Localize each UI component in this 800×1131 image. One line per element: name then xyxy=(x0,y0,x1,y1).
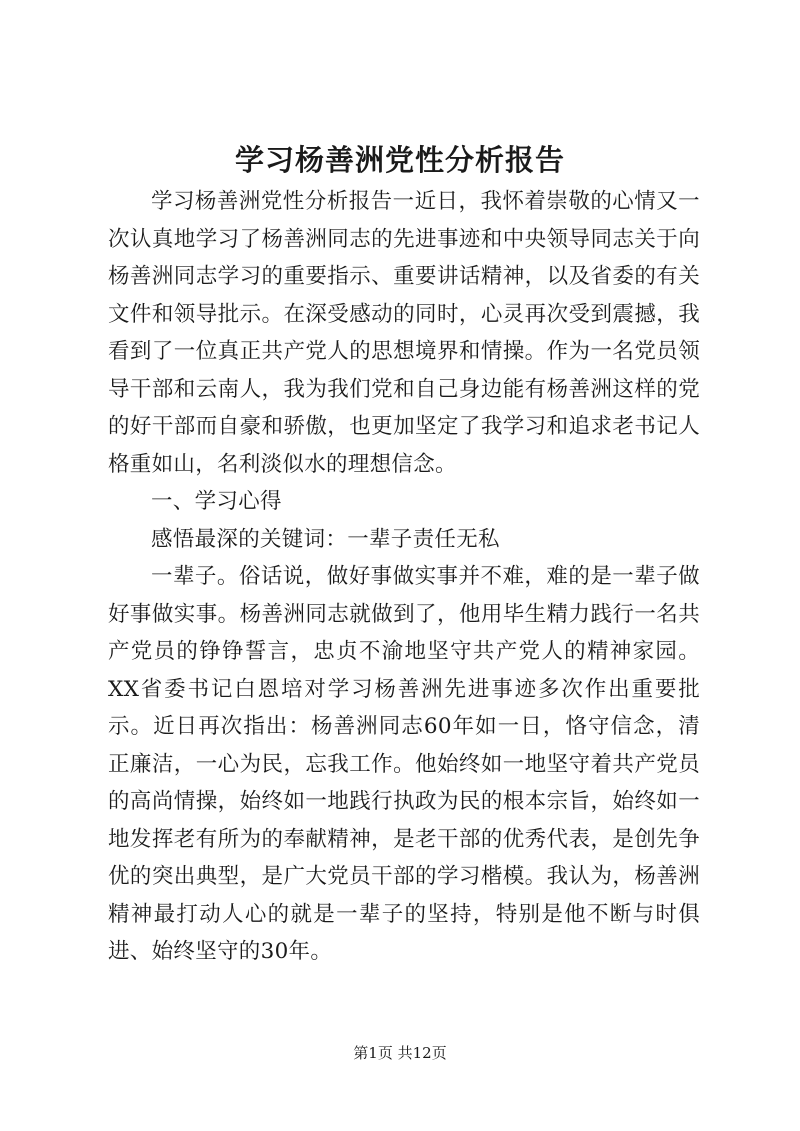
section-heading: 一、学习心得 xyxy=(151,489,282,514)
paragraph-lifetime: 一辈子。俗话说，做好事做实事并不难，难的是一辈子做好事做实事。杨善洲同志就做到了，他用毕生精力践行一名共产党员的铮铮誓言，忠贞不渝地坚守共产党人的精神家园。XX省委书记白恩培对学习杨善洲先进事迹多次作出重要批示。近日再次指出：杨善洲同志60年如一日，恪守信念，清正廉洁，一心为民，忘我工作。他始终如一地坚守着共产党员的高尚情操，始终如一地践行执政为民的根本宗旨，始终如一地发挥老有所为的奉献精神，是老干部的优秀代表，是创先争优的突出典型，是广大党员干部的学习楷模。我认为，杨善洲精神最打动人心的就是一辈子的坚持，特别是他不断与时俱进、始终坚守的30年。 xyxy=(108,564,700,964)
document-body xyxy=(108,183,700,971)
document-title: 学习杨善洲党性分析报告 xyxy=(234,143,565,177)
subheading-keywords: 感悟最深的关键词：一辈子责任无私 xyxy=(151,526,500,552)
paragraph-intro: 学习杨善洲党性分析报告一近日，我怀着崇敬的心情又一次认真地学习了杨善洲同志的先进事迹和中央领导同志关于向杨善洲同志学习的重要指示、重要讲话精神，以及省委的有关文件和领导批示。在深受感动的同时，心灵再次受到震撼，我看到了一位真正共产党人的思想境界和情操。作为一名党员领导干部和云南人，我为我们党和自己身边能有杨善洲这样的党的好干部而自豪和骄傲，也更加坚定了我学习和追求老书记人格重如山，名利淡似水的理想信念。 xyxy=(108,189,700,477)
page-number-footer: 第1页 共12页 xyxy=(353,1044,447,1062)
